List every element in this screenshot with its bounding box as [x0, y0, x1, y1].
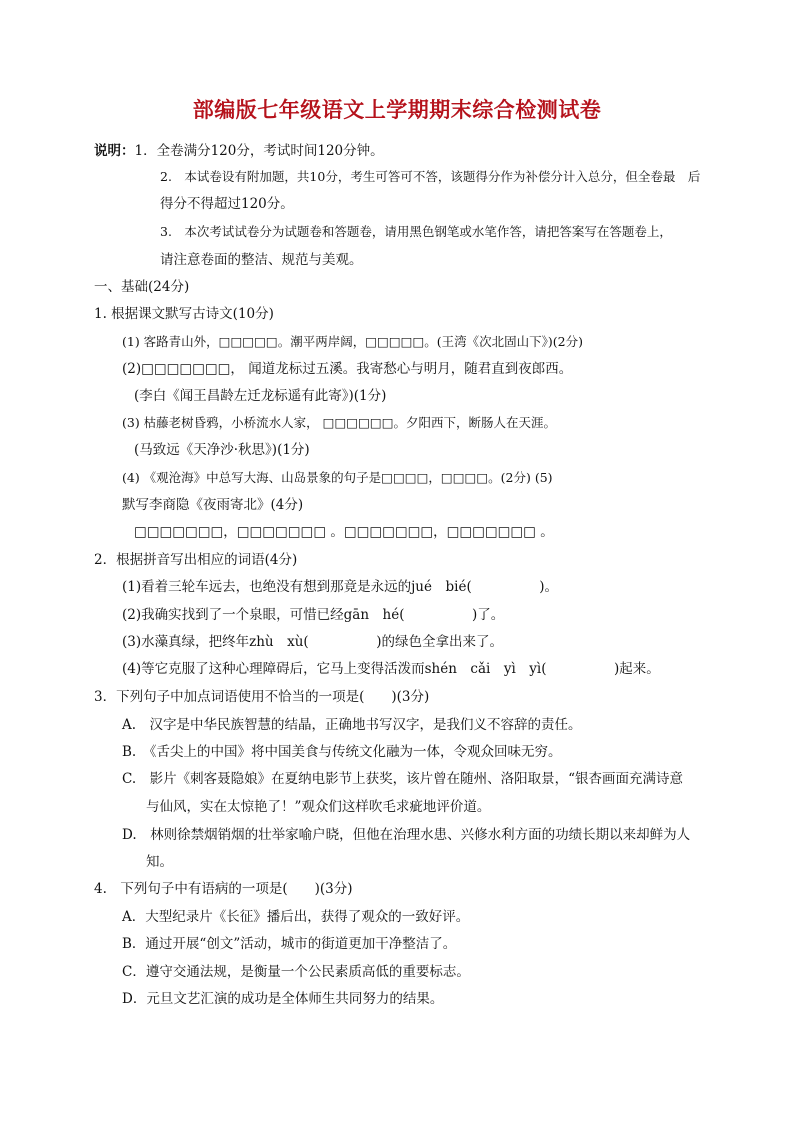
instruction-2-cont: 得分不得超过120分。 — [160, 196, 294, 212]
question-3-option-c: C. 影片《刺客聂隐娘》在夏纳电影节上获奖，该片曾在随州、洛阳取景，“银杏画面充满诗意 — [122, 771, 684, 787]
question-3-option-a: A. 汉字是中华民族智慧的结晶，正确地书写汉字，是我们义不容辞的责任。 — [122, 717, 582, 733]
instruction-1: 1．全卷满分120分，考试时间120分钟。 — [134, 143, 384, 159]
question-3-stem: 3．下列句子中加点词语使用不恰当的一项是( )(3分) — [94, 689, 430, 705]
question-4-option-c: C．遵守交通法规，是衡量一个公民素质高低的重要标志。 — [122, 964, 470, 980]
question-4-option-a: A．大型纪录片《长征》播后出，获得了观众的一致好评。 — [122, 909, 470, 925]
question-3-option-c-cont: 与仙风，实在太惊艳了！”观众们这样吹毛求疵地评价道。 — [146, 799, 491, 815]
question-1-item-2: (2)□□□□□□□， 闻道龙标过五溪。我寄愁心与明月，随君直到夜郎西。 — [122, 361, 573, 377]
question-2-stem: 2．根据拼音写出相应的词语(4分) — [94, 552, 298, 568]
question-1-item-3: (3) 枯藤老树昏鸦，小桥流水人家， □□□□□□。夕阳西下，断肠人在天涯。 — [122, 415, 557, 430]
instructions-label: 说明： — [94, 143, 135, 159]
question-1-item-2-source: (李白《闻王昌龄左迁龙标遥有此寄》)(1分) — [134, 388, 387, 404]
question-1-item-5-blanks: □□□□□□□，□□□□□□□ 。□□□□□□□，□□□□□□□ 。 — [134, 524, 554, 540]
question-1-item-5: 默写李商隐《夜雨寄北》(4分) — [122, 497, 304, 513]
instruction-3-cont: 请注意卷面的整洁、规范与美观。 — [160, 252, 363, 268]
question-2-item-3: (3)水藻真绿，把终年zhù xù( )的绿色全拿出来了。 — [122, 634, 503, 650]
question-4-stem: 4. 下列句子中有语病的一项是( )(3分) — [94, 881, 353, 897]
question-2-item-2: (2)我确实找到了一个泉眼，可惜已经gān hé( )了。 — [122, 607, 505, 623]
instruction-2: 2. 本试卷设有附加题，共10分，考生可答可不答，该题得分作为补偿分计入总分，但全卷最 后 — [160, 169, 701, 184]
question-1-item-3-source: (马致远《天净沙·秋思》)(1分) — [134, 442, 310, 458]
question-4-option-d: D．元旦文艺汇演的成功是全体师生共同努力的结果。 — [122, 991, 444, 1007]
question-3-option-d: D. 林则徐禁烟销烟的壮举家喻户晓，但他在治理水患、兴修水利方面的功绩长期以来却鲜为人 — [122, 827, 691, 843]
question-3-option-d-cont: 知。 — [146, 854, 173, 870]
question-4-option-b: B．通过开展“创文”活动，城市的街道更加干净整洁了。 — [122, 936, 457, 952]
instruction-3: 3. 本次考试试卷分为试题卷和答题卷，请用黑色钢笔或水笔作答，请把答案写在答题卷上， — [160, 224, 672, 239]
instructions-line-1 — [94, 141, 384, 161]
page-title: 部编版七年级语文上学期期末综合检测试卷 — [192, 98, 602, 122]
section-heading: 一、基础(24分) — [94, 279, 190, 295]
question-1-stem: 1. 根据课文默写古诗文(10分) — [94, 306, 274, 322]
question-2-item-1: (1)看着三轮车远去，也绝没有想到那竟是永远的jué bié( )。 — [122, 579, 558, 595]
question-3-option-b: B. 《舌尖上的中国》将中国美食与传统文化融为一体，令观众回味无穷。 — [122, 744, 562, 760]
question-2-item-4: (4)等它克服了这种心理障碍后，它马上变得活泼而shén cǎi yì yì( )起来。 — [122, 661, 660, 677]
question-1-item-1: (1) 客路青山外，□□□□□。潮平两岸阔，□□□□□。(王湾《次北固山下》)(2分) — [122, 334, 583, 349]
question-1-item-4: (4) 《观沧海》中总写大海、山岛景象的句子是□□□□，□□□□。(2分) (5) — [122, 470, 553, 485]
